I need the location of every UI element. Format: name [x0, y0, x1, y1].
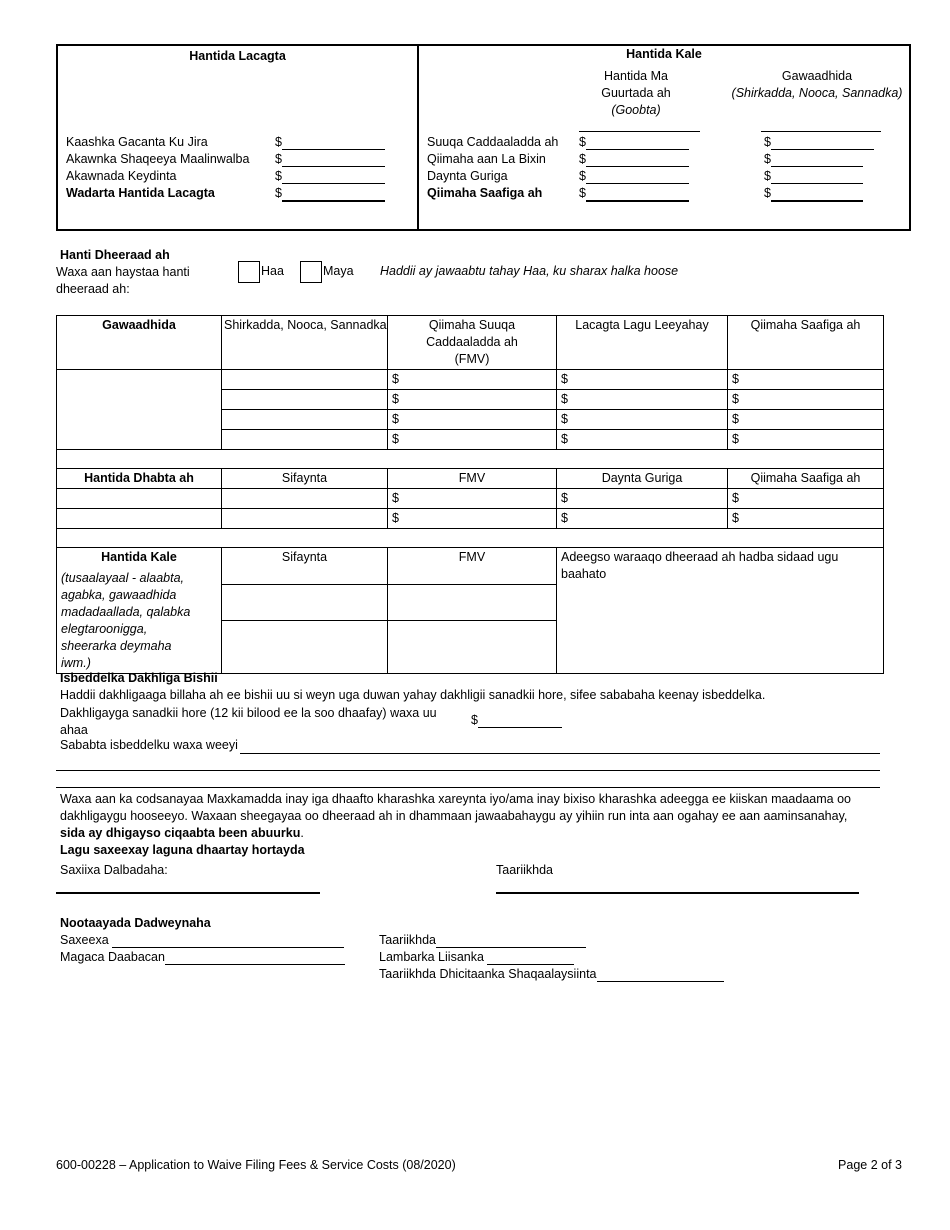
reason-line[interactable]: [56, 770, 880, 771]
vehicle-value-field[interactable]: $: [764, 135, 874, 150]
other-col2-header: Gawaadhida (Shirkadda, Nooca, Sannadka): [731, 69, 903, 100]
description-cell[interactable]: [222, 509, 388, 529]
make-model-year-cell[interactable]: [222, 370, 388, 390]
extra-assets-question: Waxa aan haystaa hanti dheeraad ah:: [56, 265, 190, 296]
fmv-cell[interactable]: $: [388, 430, 557, 450]
income-change-intro: Haddii dakhligaaga billaha ah ee bishii uu si weyn uga duwan yahay dakhligii sanadkii hore, sifee sababaha keenay isbeddelka.: [60, 688, 766, 702]
notary-commission-field[interactable]: Taariikhda Dhicitaanka Shaqaalaysiinta: [379, 967, 724, 982]
amount-owed-cell[interactable]: $: [557, 430, 728, 450]
other-total-label: Qiimaha Saafiga ah: [427, 186, 543, 200]
reason-line[interactable]: [56, 787, 880, 788]
declaration-text: Waxa aan ka codsanayaa Maxkamadda inay iga dhaafto kharashka xareynta iyo/ama inay bixiso kharashka adeegga ee kiiskan maadaama oo dakhligaygu hooseeyo. Waxaan sheegayaa oo dheeraad ah in dhammaan jawaabahaygu ay yihiin run inta aan ogahay ee aan aaminsanahay, sida ay dhigayso ciqaabta been abuurku. Lagu saxeexay laguna dhaartay hortayda: [60, 792, 851, 857]
assets-divider: [417, 44, 419, 231]
amount-owed-cell[interactable]: $: [557, 390, 728, 410]
other-assets-examples: (tusaalayaal - alaabta, agabka, gawaadhida madadaallada, qalabka elegtaroonigga, sheerarka deymaha iwm.): [61, 571, 191, 670]
real-estate-cell[interactable]: [57, 509, 222, 529]
spacer-row: [57, 450, 884, 469]
other-row-label: Suuqa Caddaaladda ah: [427, 135, 559, 149]
net-value-header: Qiimaha Saafiga ah: [728, 469, 884, 489]
fmv-header: Qiimaha Suuqa Caddaaladda ah (FMV): [388, 316, 557, 370]
amount-owed-header: Lacagta Lagu Leeyahay: [557, 316, 728, 370]
prev-year-income-label: Dakhligayga sanadkii hore (12 kii bilood ee la soo dhaafay) waxa uu ahaa: [60, 706, 437, 737]
cash-row-label: Kaashka Gacanta Ku Jira: [66, 135, 208, 149]
fmv-cell[interactable]: $: [388, 370, 557, 390]
prev-year-income-field[interactable]: $: [471, 713, 562, 728]
net-value-cell[interactable]: $: [728, 430, 884, 450]
description-header: Sifaynta: [222, 469, 388, 489]
spacer-row: [57, 529, 884, 548]
make-model-year-cell[interactable]: [222, 410, 388, 430]
no-label: Maya: [323, 264, 354, 278]
net-value-cell[interactable]: $: [728, 509, 884, 529]
declaration-date-label: Taariikhda: [496, 863, 553, 877]
other-assets-table-header: Hantida Kale: [101, 550, 177, 564]
cash-row-label: Akawnka Shaqeeya Maalinwalba: [66, 152, 250, 166]
vehicles-header-row: [57, 316, 884, 370]
form-id-footer: 600-00228 – Application to Waive Filing Fees & Service Costs (08/2020): [56, 1158, 456, 1172]
description-cell[interactable]: [222, 620, 388, 673]
amount-owed-cell[interactable]: $: [557, 370, 728, 390]
mortgage-header: Daynta Guriga: [557, 469, 728, 489]
vehicle-value-field[interactable]: $: [764, 169, 863, 184]
description-cell[interactable]: [222, 489, 388, 509]
fmv-cell[interactable]: [388, 584, 557, 620]
reason-label: Sababta isbeddelku waxa weeyi: [60, 738, 238, 752]
property-value-field[interactable]: $: [579, 152, 689, 167]
cash-value-field[interactable]: $: [275, 135, 385, 150]
declaration-date-line[interactable]: [496, 892, 859, 894]
mortgage-cell[interactable]: $: [557, 489, 728, 509]
vehicles-header: Gawaadhida: [57, 316, 222, 370]
amount-owed-cell[interactable]: $: [557, 410, 728, 430]
cash-assets-heading: Hantida Lacagta: [189, 49, 286, 63]
vehicle-total-field[interactable]: $: [764, 186, 863, 202]
net-value-cell[interactable]: $: [728, 489, 884, 509]
petitioner-signature-label: Saxiixa Dalbadaha:: [60, 863, 168, 877]
make-model-year-cell[interactable]: [222, 390, 388, 410]
cash-total-field[interactable]: $: [275, 186, 385, 202]
cash-row-label: Akawnada Keydinta: [66, 169, 177, 183]
cash-total-label: Wadarta Hantida Lacagta: [66, 186, 215, 200]
vehicle-cell[interactable]: [57, 370, 222, 450]
reason-line[interactable]: [240, 753, 880, 754]
description-header: Sifaynta: [222, 548, 388, 585]
real-estate-header: Hantida Dhabta ah: [57, 469, 222, 489]
fmv-header: FMV: [388, 548, 557, 585]
real-estate-header-row: [57, 469, 884, 489]
notary-license-field[interactable]: Lambarka Liisanka: [379, 950, 574, 965]
extra-assets-heading: Hanti Dheeraad ah: [60, 248, 170, 262]
other-row-label: Daynta Guriga: [427, 169, 508, 183]
mortgage-cell[interactable]: $: [557, 509, 728, 529]
real-estate-cell[interactable]: [57, 489, 222, 509]
petitioner-signature-line[interactable]: [56, 892, 320, 894]
fmv-cell[interactable]: $: [388, 390, 557, 410]
make-model-year-header: Shirkadda, Nooca, Sannadka: [222, 316, 388, 370]
cash-value-field[interactable]: $: [275, 152, 385, 167]
other-assets-label-cell: [57, 548, 222, 674]
other-row-label: Qiimaha aan La Bixin: [427, 152, 546, 166]
notary-signature-field[interactable]: Saxeexa: [60, 933, 344, 948]
table-row: [57, 489, 884, 509]
no-checkbox[interactable]: [300, 261, 322, 283]
property-value-field[interactable]: $: [579, 135, 689, 150]
assets-detail-table: [56, 315, 884, 674]
fmv-cell[interactable]: $: [388, 509, 557, 529]
net-value-header: Qiimaha Saafiga ah: [728, 316, 884, 370]
description-cell[interactable]: [222, 584, 388, 620]
fmv-header: FMV: [388, 469, 557, 489]
page-number: Page 2 of 3: [838, 1158, 902, 1172]
make-model-year-cell[interactable]: [222, 430, 388, 450]
fmv-cell[interactable]: $: [388, 489, 557, 509]
notary-heading: Nootaayada Dadweynaha: [60, 916, 211, 930]
vehicle-value-field[interactable]: $: [764, 152, 863, 167]
other-col1-header: Hantida Ma Guurtada ah (Goobta): [601, 69, 671, 117]
attach-note-cell[interactable]: Adeegso waraaqo dheeraad ah hadba sidaad ugu baahato: [557, 548, 884, 674]
property-value-field[interactable]: $: [579, 169, 689, 184]
table-row: [57, 370, 884, 390]
fmv-cell[interactable]: [388, 620, 557, 673]
table-row: [57, 509, 884, 529]
notary-date-field[interactable]: Taariikhda: [379, 933, 586, 948]
notary-printed-name-field[interactable]: Magaca Daabacan: [60, 950, 345, 965]
property-total-field[interactable]: $: [579, 186, 689, 202]
col2-header-rule: [761, 131, 881, 132]
col1-header-rule: [579, 131, 700, 132]
yes-checkbox[interactable]: [238, 261, 260, 283]
cash-value-field[interactable]: $: [275, 169, 385, 184]
income-change-heading: Isbeddelka Dakhliga Bishii: [60, 671, 218, 685]
net-value-cell[interactable]: $: [728, 390, 884, 410]
yes-label: Haa: [261, 264, 284, 278]
extra-assets-note: Haddii ay jawaabtu tahay Haa, ku sharax halka hoose: [380, 264, 679, 278]
other-assets-heading: Hantida Kale: [626, 47, 702, 61]
net-value-cell[interactable]: $: [728, 370, 884, 390]
other-assets-header-row: [57, 548, 884, 585]
net-value-cell[interactable]: $: [728, 410, 884, 430]
fmv-cell[interactable]: $: [388, 410, 557, 430]
